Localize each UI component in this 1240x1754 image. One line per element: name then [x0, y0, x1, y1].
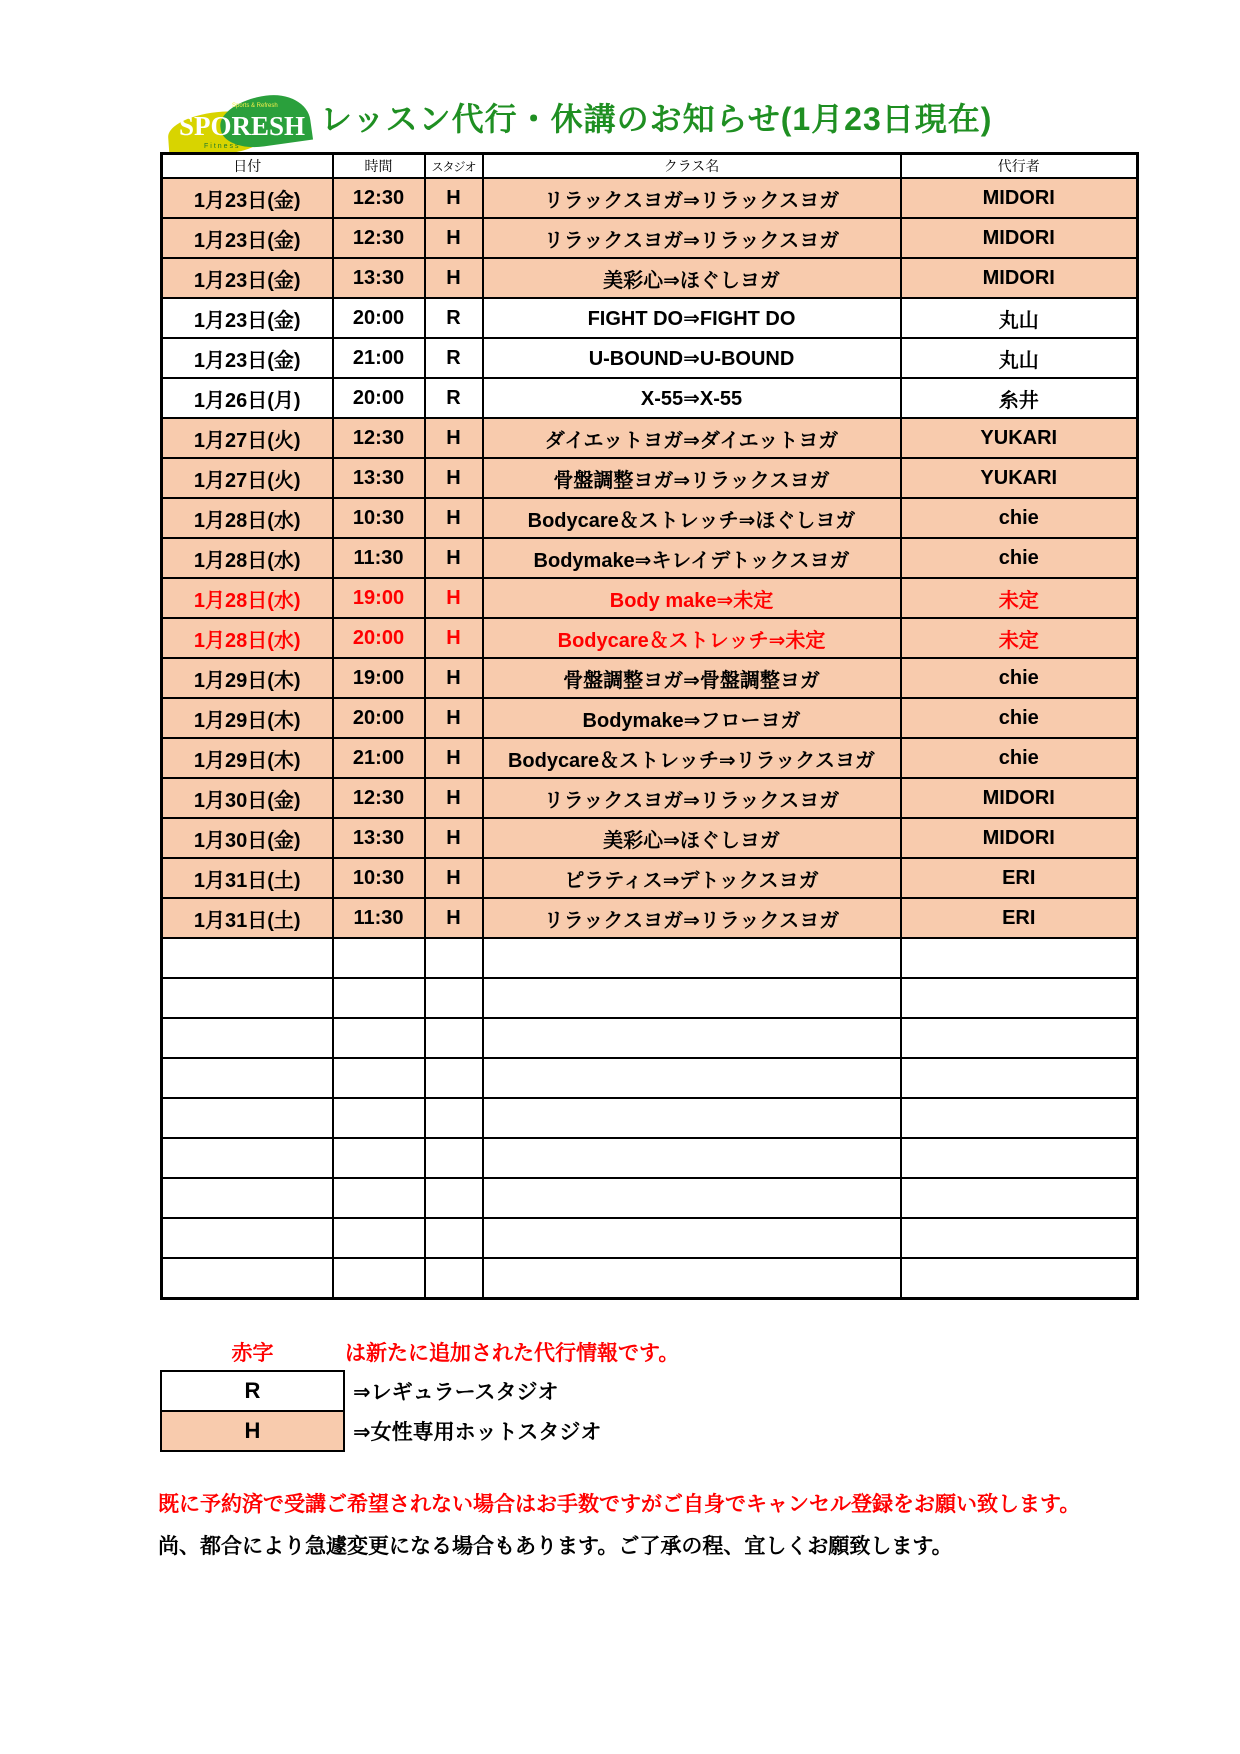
cell-studio: H: [425, 258, 483, 298]
cell-class-name: リラックスヨガ⇒リラックスヨガ: [483, 218, 901, 258]
cell-class-name: Bodymake⇒フローヨガ: [483, 698, 901, 738]
empty-cell: [425, 1178, 483, 1218]
cell-time: 21:00: [333, 738, 425, 778]
empty-cell: [901, 1178, 1138, 1218]
schedule-row: [162, 578, 1138, 618]
cell-class-name: Body make⇒未定: [483, 578, 901, 618]
empty-row: [162, 1098, 1138, 1138]
schedule-row: [162, 218, 1138, 258]
cell-substitute: chie: [901, 498, 1138, 538]
empty-cell: [333, 1098, 425, 1138]
col-header-class-name: クラス名: [483, 154, 901, 179]
empty-cell: [901, 978, 1138, 1018]
empty-row: [162, 1178, 1138, 1218]
cell-class-name: FIGHT DO⇒FIGHT DO: [483, 298, 901, 338]
empty-row: [162, 978, 1138, 1018]
cell-date: 1月28日(水): [162, 498, 333, 538]
cell-date: 1月23日(金): [162, 178, 333, 218]
cell-substitute: chie: [901, 698, 1138, 738]
empty-cell: [483, 938, 901, 978]
cell-class-name: リラックスヨガ⇒リラックスヨガ: [483, 778, 901, 818]
cell-time: 11:30: [333, 898, 425, 938]
schedule-row: [162, 498, 1138, 538]
cell-studio: H: [425, 418, 483, 458]
schedule-row: [162, 698, 1138, 738]
cell-class-name: ダイエットヨガ⇒ダイエットヨガ: [483, 418, 901, 458]
logo-tagline-top: Sports & Refresh: [232, 103, 278, 109]
cell-substitute: 未定: [901, 618, 1138, 658]
cell-class-name: リラックスヨガ⇒リラックスヨガ: [483, 178, 901, 218]
cancel-notice-red: 既に予約済で受講ご希望されない場合はお手数ですがご自身でキャンセル登録をお願い致します。: [158, 1493, 1081, 1516]
cell-substitute: 丸山: [901, 298, 1138, 338]
empty-cell: [901, 1058, 1138, 1098]
schedule-row: [162, 378, 1138, 418]
cell-studio: H: [425, 618, 483, 658]
cell-time: 20:00: [333, 378, 425, 418]
cell-substitute: chie: [901, 658, 1138, 698]
empty-cell: [901, 1138, 1138, 1178]
cell-studio: H: [425, 498, 483, 538]
cell-studio: H: [425, 658, 483, 698]
legend-red-text-line: [160, 1337, 679, 1367]
schedule-row: [162, 658, 1138, 698]
cell-studio: H: [425, 578, 483, 618]
cell-date: 1月29日(木): [162, 738, 333, 778]
empty-cell: [333, 1258, 425, 1299]
cell-substitute: chie: [901, 538, 1138, 578]
schedule-row: [162, 618, 1138, 658]
cell-studio: H: [425, 738, 483, 778]
cell-date: 1月23日(金): [162, 338, 333, 378]
cell-date: 1月29日(木): [162, 658, 333, 698]
empty-cell: [483, 1258, 901, 1299]
col-header-substitute: 代行者: [901, 154, 1138, 179]
legend-row-regular: [160, 1370, 601, 1412]
empty-cell: [483, 1218, 901, 1258]
legend-box-h: H: [160, 1410, 345, 1452]
schedule-row: [162, 858, 1138, 898]
cell-time: 10:30: [333, 498, 425, 538]
empty-row: [162, 1258, 1138, 1299]
empty-cell: [333, 1178, 425, 1218]
empty-cell: [333, 938, 425, 978]
legend-row-hot: [160, 1410, 601, 1452]
sporesh-logo: [168, 96, 310, 158]
cell-studio: H: [425, 458, 483, 498]
cell-studio: R: [425, 298, 483, 338]
empty-cell: [162, 1058, 333, 1098]
empty-cell: [901, 1218, 1138, 1258]
empty-cell: [162, 1138, 333, 1178]
empty-cell: [333, 1138, 425, 1178]
cell-date: 1月27日(火): [162, 458, 333, 498]
empty-cell: [162, 938, 333, 978]
empty-cell: [425, 1058, 483, 1098]
cell-time: 20:00: [333, 298, 425, 338]
empty-row: [162, 1218, 1138, 1258]
col-header-time: 時間: [333, 154, 425, 179]
cell-date: 1月30日(金): [162, 778, 333, 818]
cell-substitute: MIDORI: [901, 778, 1138, 818]
empty-cell: [425, 938, 483, 978]
studio-legend: [160, 1370, 601, 1452]
schedule-row: [162, 258, 1138, 298]
schedule-row: [162, 458, 1138, 498]
cell-date: 1月28日(水): [162, 538, 333, 578]
cell-time: 11:30: [333, 538, 425, 578]
schedule-row: [162, 778, 1138, 818]
cell-studio: R: [425, 378, 483, 418]
cell-date: 1月29日(木): [162, 698, 333, 738]
cell-date: 1月31日(土): [162, 898, 333, 938]
cell-time: 13:30: [333, 458, 425, 498]
cell-time: 13:30: [333, 818, 425, 858]
cell-class-name: 美彩心⇒ほぐしヨガ: [483, 258, 901, 298]
legend-box-r: R: [160, 1370, 345, 1412]
cell-time: 12:30: [333, 218, 425, 258]
empty-cell: [162, 1178, 333, 1218]
cell-date: 1月23日(金): [162, 258, 333, 298]
schedule-row: [162, 818, 1138, 858]
empty-row: [162, 1018, 1138, 1058]
legend-red-label: 赤字: [231, 1342, 274, 1365]
empty-cell: [425, 1138, 483, 1178]
empty-cell: [901, 1098, 1138, 1138]
empty-row: [162, 938, 1138, 978]
empty-cell: [162, 1098, 333, 1138]
cell-time: 20:00: [333, 618, 425, 658]
cell-date: 1月31日(土): [162, 858, 333, 898]
cell-studio: H: [425, 778, 483, 818]
cell-substitute: MIDORI: [901, 178, 1138, 218]
cell-substitute: chie: [901, 738, 1138, 778]
cell-time: 20:00: [333, 698, 425, 738]
empty-cell: [483, 1018, 901, 1058]
cell-substitute: ERI: [901, 898, 1138, 938]
schedule-row: [162, 418, 1138, 458]
cell-studio: H: [425, 218, 483, 258]
col-header-studio: スタジオ: [425, 154, 483, 179]
schedule-row: [162, 178, 1138, 218]
cell-class-name: Bodycare＆ストレッチ⇒ほぐしヨガ: [483, 498, 901, 538]
cell-date: 1月23日(金): [162, 218, 333, 258]
change-notice-black: 尚、都合により急遽変更になる場合もあります。ご了承の程、宜しくお願致します。: [158, 1535, 953, 1558]
empty-row: [162, 1138, 1138, 1178]
cell-time: 12:30: [333, 418, 425, 458]
empty-cell: [425, 1258, 483, 1299]
cell-substitute: ERI: [901, 858, 1138, 898]
cell-substitute: 糸井: [901, 378, 1138, 418]
cell-class-name: X-55⇒X-55: [483, 378, 901, 418]
cell-substitute: YUKARI: [901, 458, 1138, 498]
logo-brand-text: SPORESH: [179, 111, 306, 141]
cell-studio: R: [425, 338, 483, 378]
empty-cell: [483, 1138, 901, 1178]
empty-cell: [901, 1258, 1138, 1299]
empty-cell: [901, 1018, 1138, 1058]
empty-cell: [483, 978, 901, 1018]
empty-cell: [162, 1218, 333, 1258]
page-title: レッスン代行・休講のお知らせ(1月23日現在): [320, 101, 993, 137]
cell-substitute: MIDORI: [901, 258, 1138, 298]
empty-cell: [162, 1018, 333, 1058]
cell-date: 1月28日(水): [162, 618, 333, 658]
empty-cell: [425, 1218, 483, 1258]
empty-cell: [425, 1018, 483, 1058]
schedule-row: [162, 738, 1138, 778]
legend-desc-regular: ⇒レギュラースタジオ: [353, 1381, 559, 1404]
cell-date: 1月30日(金): [162, 818, 333, 858]
legend-red-note: は新たに追加された代行情報です。: [345, 1342, 680, 1365]
cell-date: 1月27日(火): [162, 418, 333, 458]
cell-studio: H: [425, 898, 483, 938]
substitution-table: [160, 152, 1139, 1300]
cell-time: 10:30: [333, 858, 425, 898]
cell-substitute: 丸山: [901, 338, 1138, 378]
cell-class-name: U-BOUND⇒U-BOUND: [483, 338, 901, 378]
empty-cell: [333, 1058, 425, 1098]
cell-substitute: MIDORI: [901, 818, 1138, 858]
empty-cell: [162, 978, 333, 1018]
cell-studio: H: [425, 698, 483, 738]
cell-time: 12:30: [333, 178, 425, 218]
cell-date: 1月26日(月): [162, 378, 333, 418]
cell-class-name: リラックスヨガ⇒リラックスヨガ: [483, 898, 901, 938]
cell-date: 1月23日(金): [162, 298, 333, 338]
schedule-row: [162, 538, 1138, 578]
empty-cell: [483, 1178, 901, 1218]
cell-time: 12:30: [333, 778, 425, 818]
cell-studio: H: [425, 818, 483, 858]
empty-cell: [483, 1098, 901, 1138]
cell-time: 19:00: [333, 578, 425, 618]
cell-studio: H: [425, 178, 483, 218]
cell-time: 21:00: [333, 338, 425, 378]
table-header-row: [162, 154, 1138, 179]
cell-class-name: 骨盤調整ヨガ⇒リラックスヨガ: [483, 458, 901, 498]
col-header-date: 日付: [162, 154, 333, 179]
legend-desc-hot: ⇒女性専用ホットスタジオ: [353, 1421, 602, 1444]
cell-substitute: YUKARI: [901, 418, 1138, 458]
empty-cell: [162, 1258, 333, 1299]
schedule-row: [162, 298, 1138, 338]
schedule-row: [162, 898, 1138, 938]
empty-cell: [483, 1058, 901, 1098]
empty-cell: [333, 1018, 425, 1058]
cell-class-name: 美彩心⇒ほぐしヨガ: [483, 818, 901, 858]
cell-class-name: 骨盤調整ヨガ⇒骨盤調整ヨガ: [483, 658, 901, 698]
cell-time: 19:00: [333, 658, 425, 698]
cell-class-name: Bodycare＆ストレッチ⇒リラックスヨガ: [483, 738, 901, 778]
empty-cell: [333, 978, 425, 1018]
schedule-row: [162, 338, 1138, 378]
cell-substitute: MIDORI: [901, 218, 1138, 258]
cell-class-name: ピラティス⇒デトックスヨガ: [483, 858, 901, 898]
empty-row: [162, 1058, 1138, 1098]
empty-cell: [425, 1098, 483, 1138]
cell-studio: H: [425, 858, 483, 898]
logo-tagline-bottom: Fitness: [204, 143, 241, 150]
empty-cell: [901, 938, 1138, 978]
cell-date: 1月28日(水): [162, 578, 333, 618]
cell-time: 13:30: [333, 258, 425, 298]
cell-class-name: Bodycare＆ストレッチ⇒未定: [483, 618, 901, 658]
empty-cell: [425, 978, 483, 1018]
empty-cell: [333, 1218, 425, 1258]
cell-class-name: Bodymake⇒キレイデトックスヨガ: [483, 538, 901, 578]
cell-studio: H: [425, 538, 483, 578]
cell-substitute: 未定: [901, 578, 1138, 618]
